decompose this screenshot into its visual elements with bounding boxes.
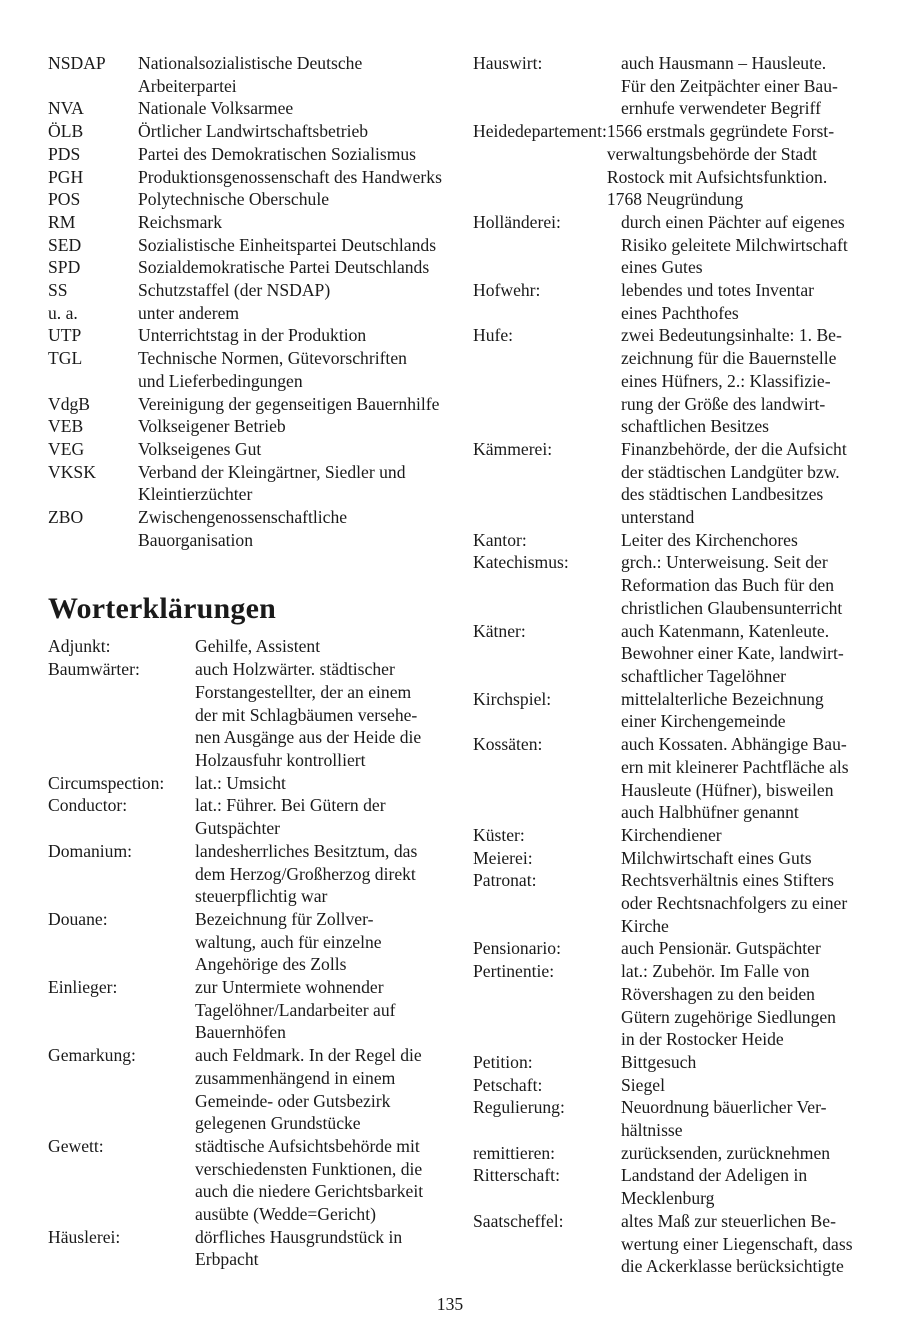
entry-definition: lat.: Führer. Bei Gütern der Gutspächter bbox=[195, 795, 386, 839]
glossary-row bbox=[473, 1142, 873, 1165]
abbreviation-row bbox=[48, 234, 448, 257]
entry-term: Regulierung: bbox=[473, 1097, 565, 1118]
abbreviation-row bbox=[48, 120, 448, 143]
entry-term: Holländerei: bbox=[473, 211, 561, 232]
abbreviation-row bbox=[48, 506, 448, 551]
entry-term: Katechismus: bbox=[473, 552, 569, 573]
entry-definition: Sozialdemokratische Partei Deutschlands bbox=[138, 257, 430, 278]
entry-term: Saatscheffel: bbox=[473, 1210, 564, 1231]
entry-term: Petition: bbox=[473, 1051, 533, 1072]
entry-definition: grch.: Unterweisung. Seit der Reformation das Buch für den christlichen Glaubensunterricht bbox=[621, 552, 843, 618]
entry-definition: auch Pensionär. Gutspächter bbox=[621, 938, 821, 959]
entry-term: Küster: bbox=[473, 824, 525, 845]
entry-term: Adjunkt: bbox=[48, 636, 111, 657]
entry-definition: lebendes und totes Inventar eines Pachthofes bbox=[621, 280, 814, 323]
glossary-row bbox=[48, 1226, 448, 1271]
right-column bbox=[473, 52, 873, 1278]
entry-definition: landesherrliches Besitztum, das dem Herzog/Großherzog direkt steuerpflichtig war bbox=[195, 840, 418, 907]
glossary-row bbox=[48, 840, 448, 908]
entry-term: RM bbox=[48, 211, 76, 232]
glossary-row bbox=[473, 324, 873, 438]
entry-definition: mittelalterliche Bezeichnung einer Kirchengemeinde bbox=[621, 688, 824, 732]
entry-term: PDS bbox=[48, 143, 81, 164]
entry-term: Hofwehr: bbox=[473, 280, 541, 301]
abbreviation-list bbox=[48, 52, 448, 551]
entry-definition: auch Feldmark. In der Regel die zusammenhängend in einem Gemeinde- oder Gutsbezirk gelegenen Grundstücke bbox=[195, 1045, 422, 1134]
glossary-row bbox=[48, 794, 448, 839]
left-column bbox=[48, 52, 448, 1271]
entry-definition: Volkseigener Betrieb bbox=[138, 416, 286, 437]
glossary-row bbox=[48, 908, 448, 976]
entry-term: Baumwärter: bbox=[48, 659, 140, 680]
glossary-row bbox=[473, 869, 873, 937]
entry-term: VKSK bbox=[48, 461, 96, 482]
glossary-row bbox=[473, 438, 873, 529]
entry-term: Kossäten: bbox=[473, 734, 543, 755]
entry-term: ÖLB bbox=[48, 121, 84, 142]
entry-definition: Volkseigenes Gut bbox=[138, 438, 262, 459]
entry-term: Einlieger: bbox=[48, 977, 118, 998]
glossary-row bbox=[473, 733, 873, 824]
abbreviation-row bbox=[48, 461, 448, 506]
abbreviation-row bbox=[48, 256, 448, 279]
entry-term: ZBO bbox=[48, 507, 84, 528]
entry-definition: Nationalsozialistische Deutsche Arbeiterpartei bbox=[138, 53, 363, 96]
entry-definition: auch Holzwärter. städtischer Forstangestellter, der an einem der mit Schlagbäumen versehe- nen Ausgänge aus der Heide die Holzausfuhr kontrolliert bbox=[195, 659, 422, 770]
entry-definition: Partei des Demokratischen Sozialismus bbox=[138, 143, 417, 164]
abbreviation-row bbox=[48, 166, 448, 189]
entry-term: Petschaft: bbox=[473, 1074, 543, 1095]
entry-definition: lat.: Umsicht bbox=[195, 772, 286, 793]
entry-definition: Verband der Kleingärtner, Siedler und Kleintierzüchter bbox=[138, 461, 406, 505]
entry-term: Kätner: bbox=[473, 620, 526, 641]
entry-definition: Siegel bbox=[621, 1074, 665, 1095]
glossary-row bbox=[473, 1210, 873, 1278]
entry-definition: Bezeichnung für Zollver- waltung, auch für einzelne Angehörige des Zolls bbox=[195, 908, 382, 975]
entry-term: Heidedepartement: bbox=[473, 121, 607, 142]
glossary-row bbox=[473, 960, 873, 1051]
entry-definition: durch einen Pächter auf eigenes Risiko geleitete Milchwirtschaft eines Gutes bbox=[621, 211, 848, 278]
glossary-row bbox=[473, 937, 873, 960]
glossary-row bbox=[48, 1135, 448, 1226]
entry-definition: unter anderem bbox=[138, 302, 240, 323]
entry-definition: Bittgesuch bbox=[621, 1051, 697, 1072]
page-number: 135 bbox=[436, 1294, 464, 1314]
entry-term: NSDAP bbox=[48, 53, 106, 73]
entry-definition: Zwischengenossenschaftliche Bauorganisation bbox=[138, 507, 348, 550]
glossary-row bbox=[473, 824, 873, 847]
entry-definition: Polytechnische Oberschule bbox=[138, 189, 330, 210]
entry-definition: auch Kossaten. Abhängige Bau- ern mit kleinerer Pachtfläche als Hausleute (Hüfner), bisweilen auch Halbhüfner genannt bbox=[621, 734, 849, 823]
entry-definition: Produktionsgenossenschaft des Handwerks bbox=[138, 166, 442, 187]
entry-definition: dörfliches Hausgrundstück in Erbpacht bbox=[195, 1226, 403, 1270]
entry-term: Circumspection: bbox=[48, 772, 165, 793]
entry-term: UTP bbox=[48, 325, 82, 346]
entry-term: Häuslerei: bbox=[48, 1226, 121, 1247]
entry-term: VEB bbox=[48, 416, 84, 437]
glossary-row bbox=[48, 1044, 448, 1135]
glossary-row bbox=[48, 658, 448, 772]
entry-term: Douane: bbox=[48, 908, 108, 929]
abbreviation-row bbox=[48, 302, 448, 325]
entry-term: u. a. bbox=[48, 302, 78, 323]
glossary-row bbox=[473, 529, 873, 552]
glossary-list-right bbox=[473, 52, 873, 1278]
abbreviation-row bbox=[48, 97, 448, 120]
entry-term: Hauswirt: bbox=[473, 53, 543, 73]
entry-definition: Gehilfe, Assistent bbox=[195, 636, 321, 657]
entry-definition: Neuordnung bäuerlicher Ver- hältnisse bbox=[621, 1097, 827, 1141]
entry-term: SPD bbox=[48, 257, 81, 278]
entry-term: Kirchspiel: bbox=[473, 688, 552, 709]
glossary-heading: Worterklärungen bbox=[48, 592, 276, 626]
abbreviation-row bbox=[48, 52, 448, 97]
glossary-row bbox=[473, 1164, 873, 1209]
glossary-row bbox=[473, 620, 873, 688]
glossary-row bbox=[48, 976, 448, 1044]
entry-definition: Schutzstaffel (der NSDAP) bbox=[138, 280, 331, 301]
abbreviation-row bbox=[48, 188, 448, 211]
glossary-row bbox=[48, 772, 448, 795]
glossary-list-left bbox=[48, 635, 448, 1271]
entry-definition: Technische Normen, Gütevorschriften und Lieferbedingungen bbox=[138, 348, 407, 391]
entry-definition: zurücksenden, zurücknehmen bbox=[621, 1142, 831, 1163]
entry-term: Conductor: bbox=[48, 795, 128, 816]
entry-term: Kantor: bbox=[473, 529, 527, 550]
entry-term: SS bbox=[48, 280, 68, 301]
entry-definition: auch Hausmann – Hausleute. Für den Zeitpächter einer Bau- ernhufe verwendeter Begriff bbox=[621, 53, 838, 119]
entry-term: Pertinentie: bbox=[473, 961, 555, 982]
glossary-row bbox=[473, 551, 873, 619]
entry-term: VEG bbox=[48, 438, 85, 459]
entry-term: Hufe: bbox=[473, 325, 514, 346]
glossary-row bbox=[473, 211, 873, 279]
entry-definition: lat.: Zubehör. Im Falle von Rövershagen zu den beiden Gütern zugehörige Siedlungen in der Rostocker Heide bbox=[621, 961, 836, 1050]
entry-definition: auch Katenmann, Katenleute. Bewohner einer Kate, landwirt- schaftlicher Tagelöhner bbox=[621, 620, 844, 686]
entry-definition: Milchwirtschaft eines Guts bbox=[621, 847, 812, 868]
entry-definition: Rechtsverhältnis eines Stifters oder Rechtsnachfolgers zu einer Kirche bbox=[621, 870, 848, 936]
entry-definition: zur Untermiete wohnender Tagelöhner/Landarbeiter auf Bauernhöfen bbox=[195, 977, 396, 1043]
glossary-row bbox=[473, 120, 873, 211]
entry-definition: Örtlicher Landwirtschaftsbetrieb bbox=[138, 121, 369, 142]
entry-definition: zwei Bedeutungsinhalte: 1. Be- zeichnung für die Bauernstelle eines Hüfners, 2.: Klassifizie- rung der Größe des landwirt- schaftlichen Besitzes bbox=[621, 325, 842, 437]
entry-term: Gewett: bbox=[48, 1135, 104, 1156]
entry-term: SED bbox=[48, 234, 82, 255]
abbreviation-row bbox=[48, 393, 448, 416]
glossary-row bbox=[473, 688, 873, 733]
glossary-row bbox=[473, 52, 873, 120]
entry-definition: städtische Aufsichtsbehörde mit verschiedensten Funktionen, die auch die niedere Gerichtsbarkeit ausübte (Wedde=Gericht) bbox=[195, 1135, 424, 1225]
entry-definition: Finanzbehörde, der die Aufsicht der städtischen Landgüter bzw. des städtischen Landbesitzes unterstand bbox=[621, 438, 847, 528]
abbreviation-row bbox=[48, 415, 448, 438]
glossary-row bbox=[473, 847, 873, 870]
entry-definition: altes Maß zur steuerlichen Be- wertung einer Liegenschaft, dass die Ackerklasse berücksichtigte bbox=[621, 1210, 853, 1277]
abbreviation-row bbox=[48, 143, 448, 166]
entry-term: Domanium: bbox=[48, 840, 133, 861]
entry-term: Ritterschaft: bbox=[473, 1165, 560, 1186]
glossary-row bbox=[473, 1051, 873, 1074]
entry-term: VdgB bbox=[48, 393, 91, 414]
entry-definition: Nationale Volksarmee bbox=[138, 98, 294, 119]
glossary-row bbox=[473, 1096, 873, 1141]
entry-term: Patronat: bbox=[473, 870, 537, 891]
glossary-row bbox=[48, 635, 448, 658]
entry-term: Meierei: bbox=[473, 847, 533, 868]
entry-definition: Kirchendiener bbox=[621, 824, 722, 845]
entry-term: Pensionario: bbox=[473, 938, 561, 959]
entry-term: Gemarkung: bbox=[48, 1045, 136, 1066]
entry-term: POS bbox=[48, 189, 81, 210]
entry-definition: Reichsmark bbox=[138, 211, 223, 232]
abbreviation-row bbox=[48, 279, 448, 302]
entry-term: TGL bbox=[48, 348, 83, 369]
entry-term: Kämmerei: bbox=[473, 438, 553, 459]
glossary-row bbox=[473, 279, 873, 324]
abbreviation-row bbox=[48, 438, 448, 461]
abbreviation-row bbox=[48, 211, 448, 234]
entry-term: PGH bbox=[48, 166, 84, 187]
entry-term: NVA bbox=[48, 98, 84, 119]
abbreviation-row bbox=[48, 324, 448, 347]
glossary-row bbox=[473, 1074, 873, 1097]
entry-definition: Leiter des Kirchenchores bbox=[621, 529, 798, 550]
entry-definition: Landstand der Adeligen in Mecklenburg bbox=[621, 1165, 808, 1209]
entry-definition: Unterrichtstag in der Produktion bbox=[138, 325, 367, 346]
entry-definition: Vereinigung der gegenseitigen Bauernhilfe bbox=[138, 393, 440, 414]
entry-definition: Sozialistische Einheitspartei Deutschlands bbox=[138, 234, 437, 255]
entry-definition: 1566 erstmals gegründete Forst- verwaltungsbehörde der Stadt Rostock mit Aufsichtsfunktion. 1768 Neugründung bbox=[606, 121, 835, 210]
abbreviation-row bbox=[48, 347, 448, 392]
entry-term: remittieren: bbox=[473, 1142, 556, 1163]
